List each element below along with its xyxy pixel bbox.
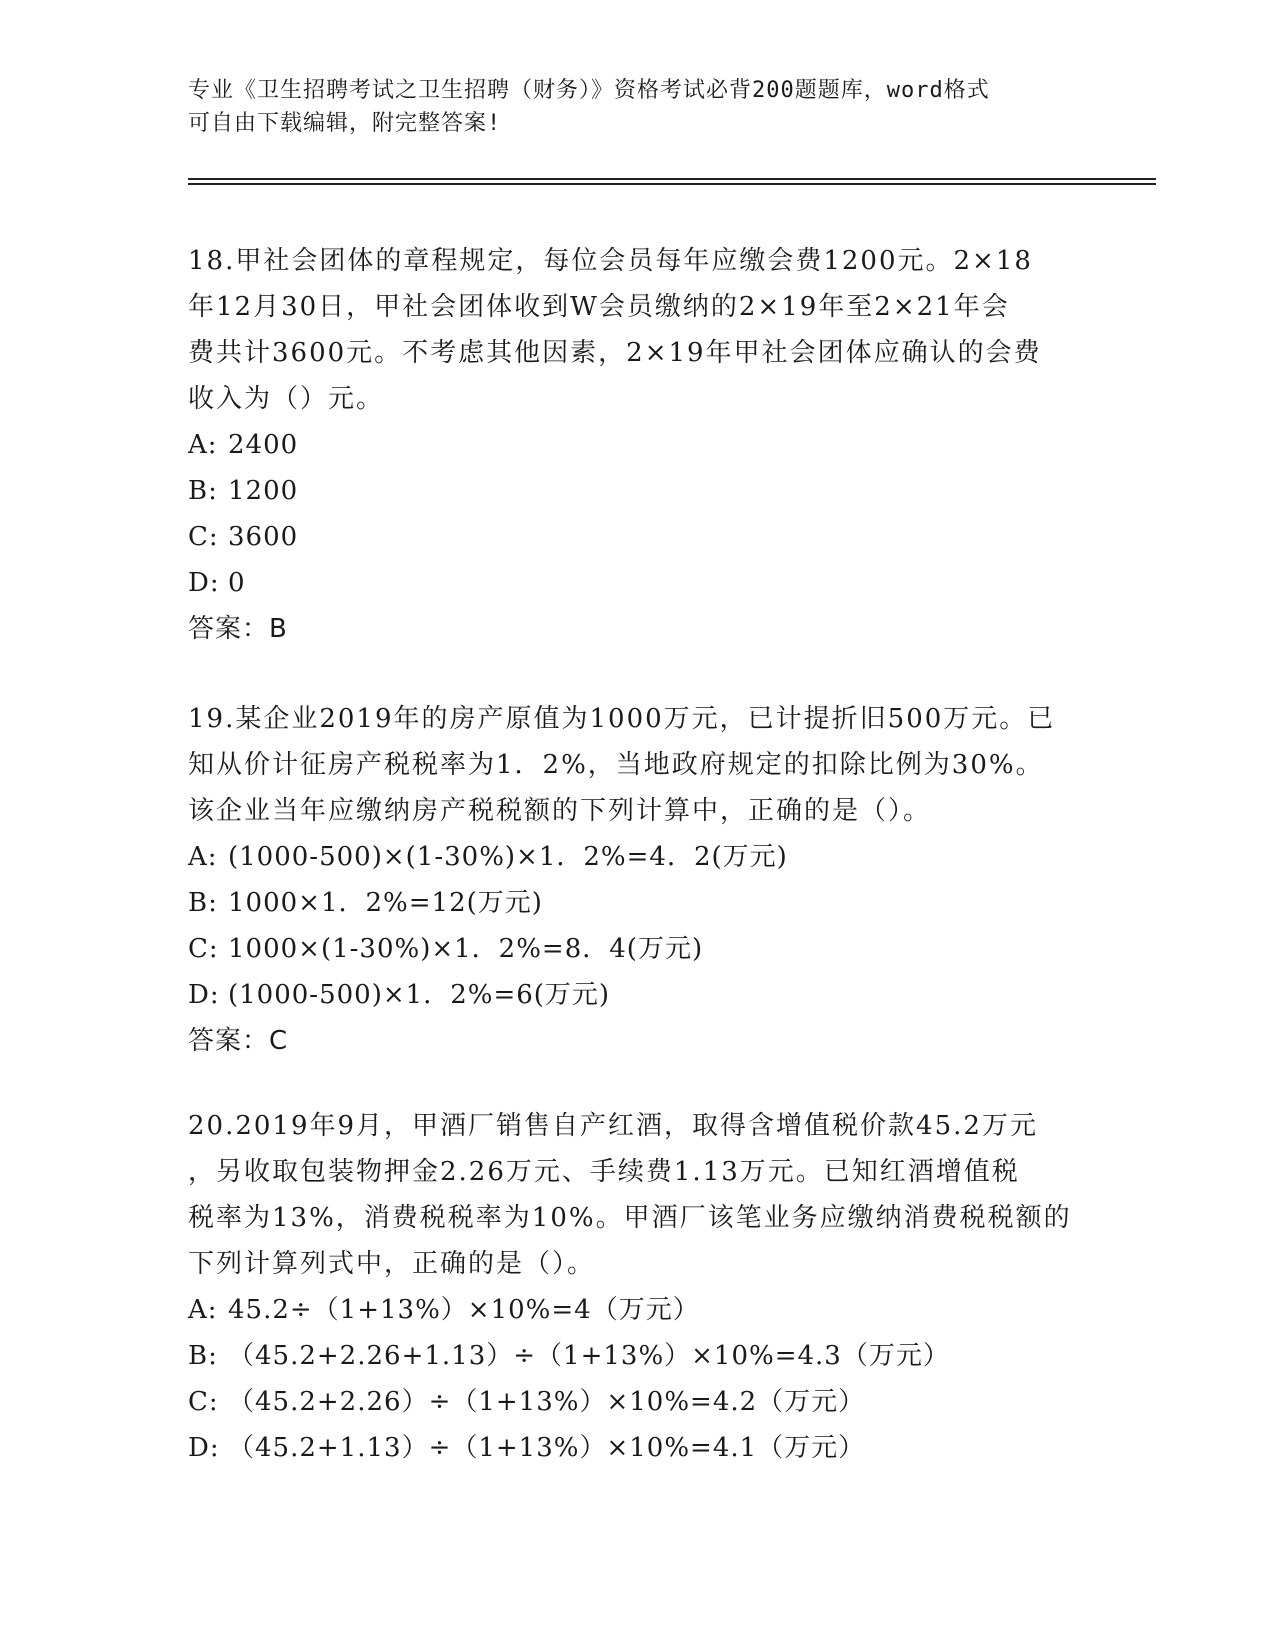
option-text: 2400 bbox=[228, 430, 299, 460]
option-key: D: bbox=[188, 568, 220, 598]
option-key: A: bbox=[188, 842, 218, 872]
option-key: A: bbox=[188, 1295, 218, 1325]
option-key: C: bbox=[188, 934, 219, 964]
option-d bbox=[188, 1425, 1088, 1471]
option-text: 1000×1．2%=12(万元) bbox=[228, 888, 543, 918]
option-text: （45.2+2.26+1.13）÷（1+13%）×10%=4.3（万元） bbox=[228, 1341, 950, 1371]
question-19 bbox=[188, 696, 1088, 1064]
stem-line: 该企业当年应缴纳房产税税额的下列计算中，正确的是（）。 bbox=[188, 796, 932, 826]
option-key: C: bbox=[188, 522, 219, 552]
option-c bbox=[188, 926, 1088, 972]
option-a bbox=[188, 834, 1088, 880]
stem-line: 18.甲社会团体的章程规定，每位会员每年应缴会费1200元。2×18 bbox=[188, 246, 1033, 276]
option-key: C: bbox=[188, 1387, 219, 1417]
option-key: B: bbox=[188, 888, 218, 918]
option-text: 3600 bbox=[228, 522, 299, 552]
option-text: 1000×(1-30%)×1．2%=8．4(万元) bbox=[228, 934, 704, 964]
stem-line: 下列计算列式中，正确的是（）。 bbox=[188, 1249, 596, 1279]
stem-line: 19.某企业2019年的房产原值为1000万元，已计提折旧500万元。已 bbox=[188, 704, 1056, 734]
option-a bbox=[188, 1287, 1088, 1333]
question-stem bbox=[188, 696, 1088, 834]
stem-line: 收入为（）元。 bbox=[188, 384, 385, 414]
option-text: （45.2+2.26）÷（1+13%）×10%=4.2（万元） bbox=[228, 1387, 866, 1417]
option-text: (1000-500)×(1-30%)×1．2%=4．2(万元) bbox=[228, 842, 788, 872]
option-key: A: bbox=[188, 430, 218, 460]
option-key: B: bbox=[188, 1341, 218, 1371]
option-b bbox=[188, 880, 1088, 926]
option-d bbox=[188, 972, 1088, 1018]
option-key: D: bbox=[188, 980, 220, 1010]
question-stem bbox=[188, 1103, 1088, 1287]
option-b bbox=[188, 1333, 1088, 1379]
question-18 bbox=[188, 238, 1088, 652]
answer-line: 答案：C bbox=[188, 1026, 289, 1056]
header-title-line-1: 专业《卫生招聘考试之卫生招聘（财务）》资格考试必背200题题库，word格式 bbox=[188, 78, 990, 103]
option-a bbox=[188, 422, 1088, 468]
option-key: D: bbox=[188, 1433, 220, 1463]
option-text: 0 bbox=[228, 568, 246, 598]
document-header bbox=[188, 74, 1068, 140]
stem-line: 税率为13%，消费税税率为10%。甲酒厂该笔业务应缴纳消费税税额的 bbox=[188, 1203, 1072, 1233]
question-stem bbox=[188, 238, 1088, 422]
option-d bbox=[188, 560, 1088, 606]
option-text: （45.2+1.13）÷（1+13%）×10%=4.1（万元） bbox=[228, 1433, 866, 1463]
header-divider-bottom bbox=[188, 183, 1156, 185]
header-title-line-2: 可自由下载编辑，附完整答案! bbox=[188, 111, 502, 136]
stem-line: 费共计3600元。不考虑其他因素，2×19年甲社会团体应确认的会费 bbox=[188, 338, 1042, 368]
stem-line: 年12月30日，甲社会团体收到W会员缴纳的2×19年至2×21年会 bbox=[188, 292, 1010, 322]
stem-line: 知从价计征房产税税率为1．2%，当地政府规定的扣除比例为30%。 bbox=[188, 750, 1044, 780]
option-text: (1000-500)×1．2%=6(万元) bbox=[228, 980, 611, 1010]
option-c bbox=[188, 514, 1088, 560]
option-key: B: bbox=[188, 476, 218, 506]
answer-line: 答案：B bbox=[188, 614, 288, 644]
stem-line: ，另收取包装物押金2.26万元、手续费1.13万元。已知红酒增值税 bbox=[188, 1157, 1020, 1187]
stem-line: 20.2019年9月，甲酒厂销售自产红酒，取得含增值税价款45.2万元 bbox=[188, 1111, 1038, 1141]
option-b bbox=[188, 468, 1088, 514]
header-divider-top bbox=[188, 178, 1156, 180]
option-text: 45.2÷（1+13%）×10%=4（万元） bbox=[228, 1295, 700, 1325]
option-text: 1200 bbox=[228, 476, 299, 506]
option-c bbox=[188, 1379, 1088, 1425]
question-20 bbox=[188, 1103, 1088, 1471]
